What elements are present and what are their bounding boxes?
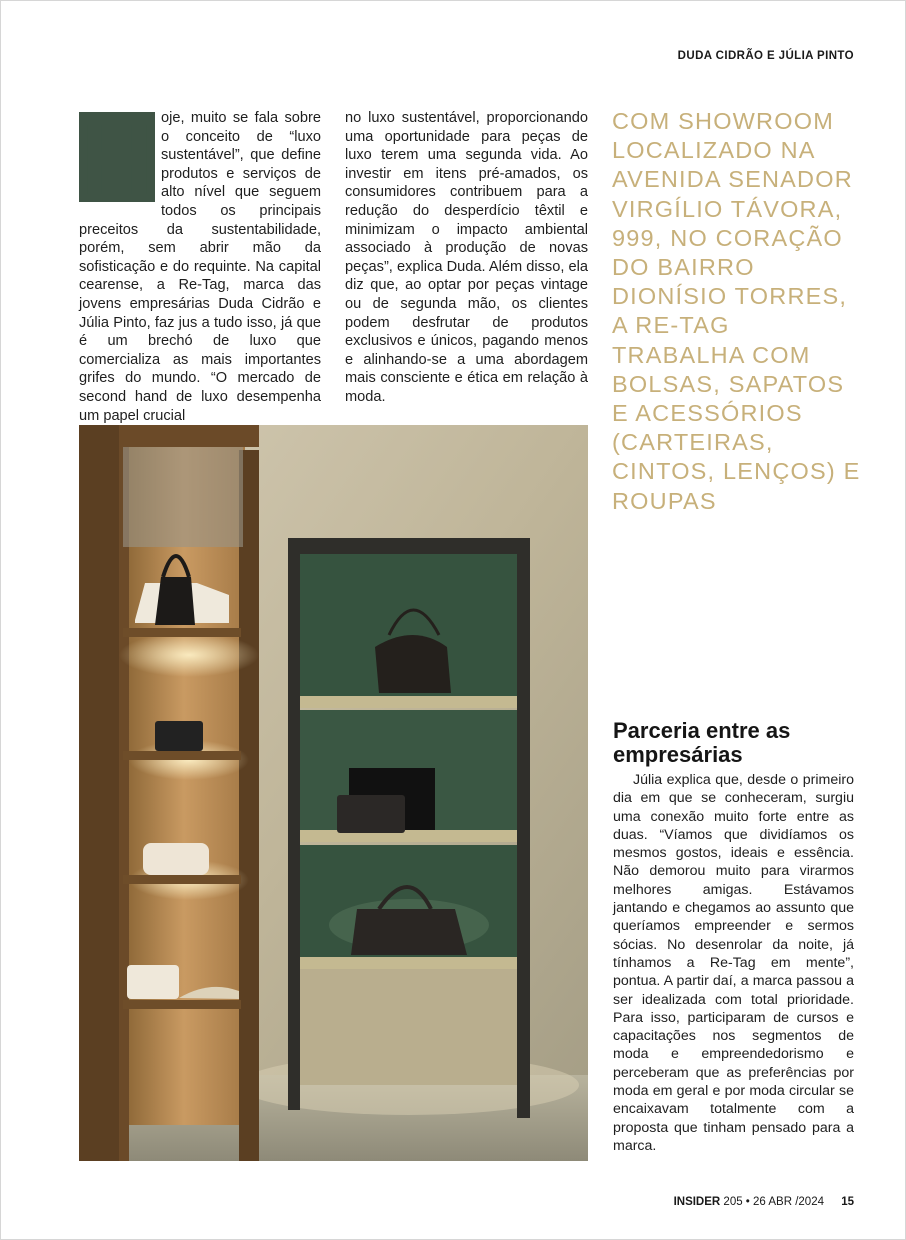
- article-text-col2: no luxo sustentável, proporcionando uma oportunidade para peças de luxo terem uma segunda vida. Ao investir em itens pré-amados, os consumidores contribuem para a redução do desperdício têxtil e minimizam o impacto ambiental associado à produção de novas peças”, explica Duda. Além disso, ela diz que, ao optar por peças vintage ou de segunda mão, os clientes podem desfrutar de produtos exclusivos e únicos, pagando menos e alinhando-se a uma abordagem mais consciente e ética em relação à moda.: [345, 110, 588, 405]
- issue-info: 205 • 26 ABR /2024: [723, 1196, 824, 1208]
- section-subheading: Parceria entre as empresárias: [613, 718, 791, 767]
- article-text-col3: Júlia explica que, desde o primeiro dia em que se conheceram, surgiu uma conexão muito forte entre as duas. “Víamos que dividíamos os mesmos gostos, ideais e essência. Não demorou muito para virarmos melhores amigas. Estávamos jantando e chegamos ao assunto que queríamos empreender e sermos sócias. No desenrolar da noite, já tínhamos a Re-Tag em mente”, pontua. A partir daí, a marca passou a ser idealizada com total prioridade. Para isso, participaram de cursos e capacitações nos segmentos de moda e empreendedorismo e perceberam que as preferências por moda em geral e por moda circular se encaixavam totalmente com a proposta que tinham pensado para a marca.: [613, 772, 854, 1154]
- article-column-3: [613, 771, 854, 1155]
- drop-cap-letter: H: [80, 112, 154, 202]
- article-text-col1: oje, muito se fala sobre o conceito de “luxo sustentável”, que define produtos e serviços de alto nível que seguem todos os principais preceitos da sustentabilidade, porém, sem abrir mão da sofisticação e do requinte. Na capital cearense, a Re-Tag, marca das jovens empresárias Duda Cidrão e Júlia Pinto, faz jus a tudo isso, já que é um brechó de luxo que comercializa as mais importantes grifes do mundo. “O mercado de second hand de luxo desempenha um papel crucial: [79, 110, 321, 424]
- pull-quote: COM SHOWROOM LOCALIZADO NA AVENIDA SENADOR VIRGÍLIO TÁVORA, 999, NO CORAÇÃO DO BAIRRO DIONÍSIO TORRES, A RE-TAG TRABALHA COM BOLSAS, SAPATOS E ACESSÓRIOS (CARTEIRAS, CINTOS, LENÇOS) E ROUPAS: [612, 108, 861, 514]
- page-number: 15: [841, 1196, 854, 1208]
- article-column-1: [79, 109, 321, 425]
- page-footer: [674, 1196, 854, 1208]
- magazine-name: INSIDER: [673, 1196, 721, 1208]
- showroom-photo: [79, 425, 588, 1161]
- article-column-2: [345, 109, 588, 407]
- drop-cap: [79, 112, 155, 202]
- running-head: DUDA CIDRÃO E JÚLIA PINTO: [677, 50, 854, 62]
